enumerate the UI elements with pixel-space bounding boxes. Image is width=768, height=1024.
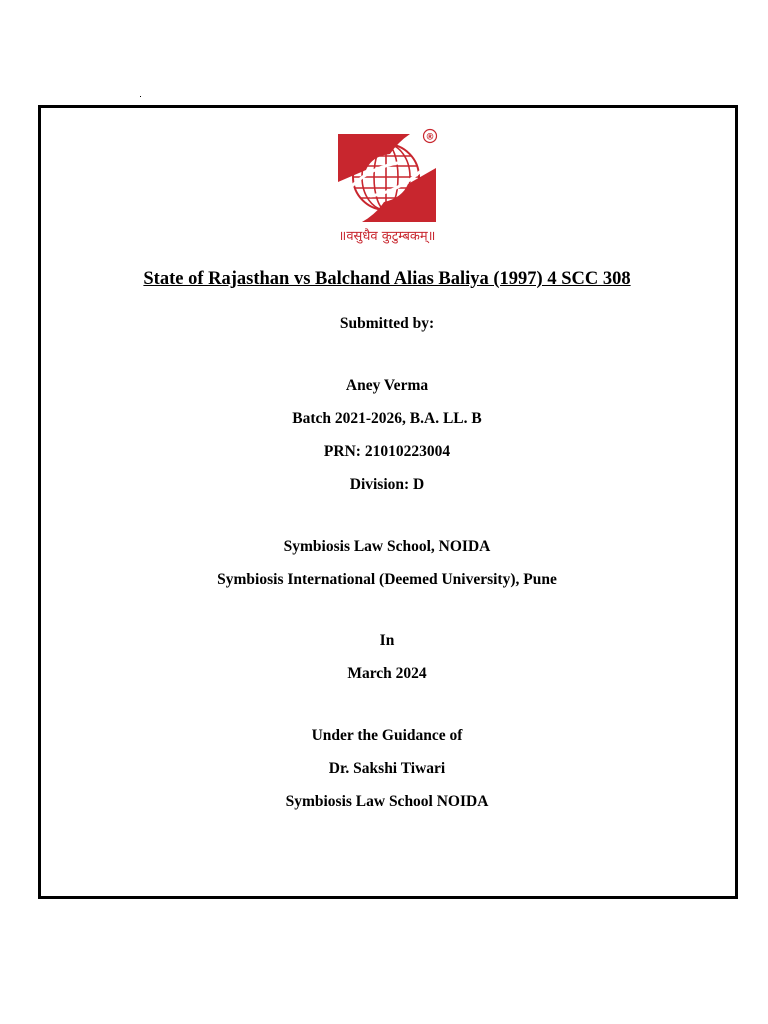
student-name: Aney Verma	[345, 377, 429, 394]
document-title: State of Rajasthan vs Balchand Alias Baliya (1997) 4 SCC 308	[143, 269, 631, 289]
in-label: In	[379, 632, 395, 649]
university-name: Symbiosis International (Deemed University), Pune	[217, 571, 557, 588]
submitted-by-label: Submitted by:	[339, 315, 435, 332]
guidance-label: Under the Guidance of	[311, 727, 463, 744]
registered-mark: ®	[425, 132, 435, 143]
motto: ॥वसुधैव कुटुम्बकम्॥	[338, 229, 436, 244]
school-name: Symbiosis Law School, NOIDA	[283, 538, 491, 555]
guide-name: Dr. Sakshi Tiwari	[328, 760, 446, 777]
page-border	[38, 105, 738, 899]
student-batch: Batch 2021-2026, B.A. LL. B	[292, 410, 482, 427]
student-division: Division: D	[349, 476, 425, 493]
guide-school: Symbiosis Law School NOIDA	[285, 793, 489, 810]
student-prn: PRN: 21010223004	[323, 443, 451, 460]
submission-date: March 2024	[347, 665, 427, 682]
symbiosis-logo-icon	[332, 126, 442, 224]
stray-dot	[140, 96, 141, 97]
